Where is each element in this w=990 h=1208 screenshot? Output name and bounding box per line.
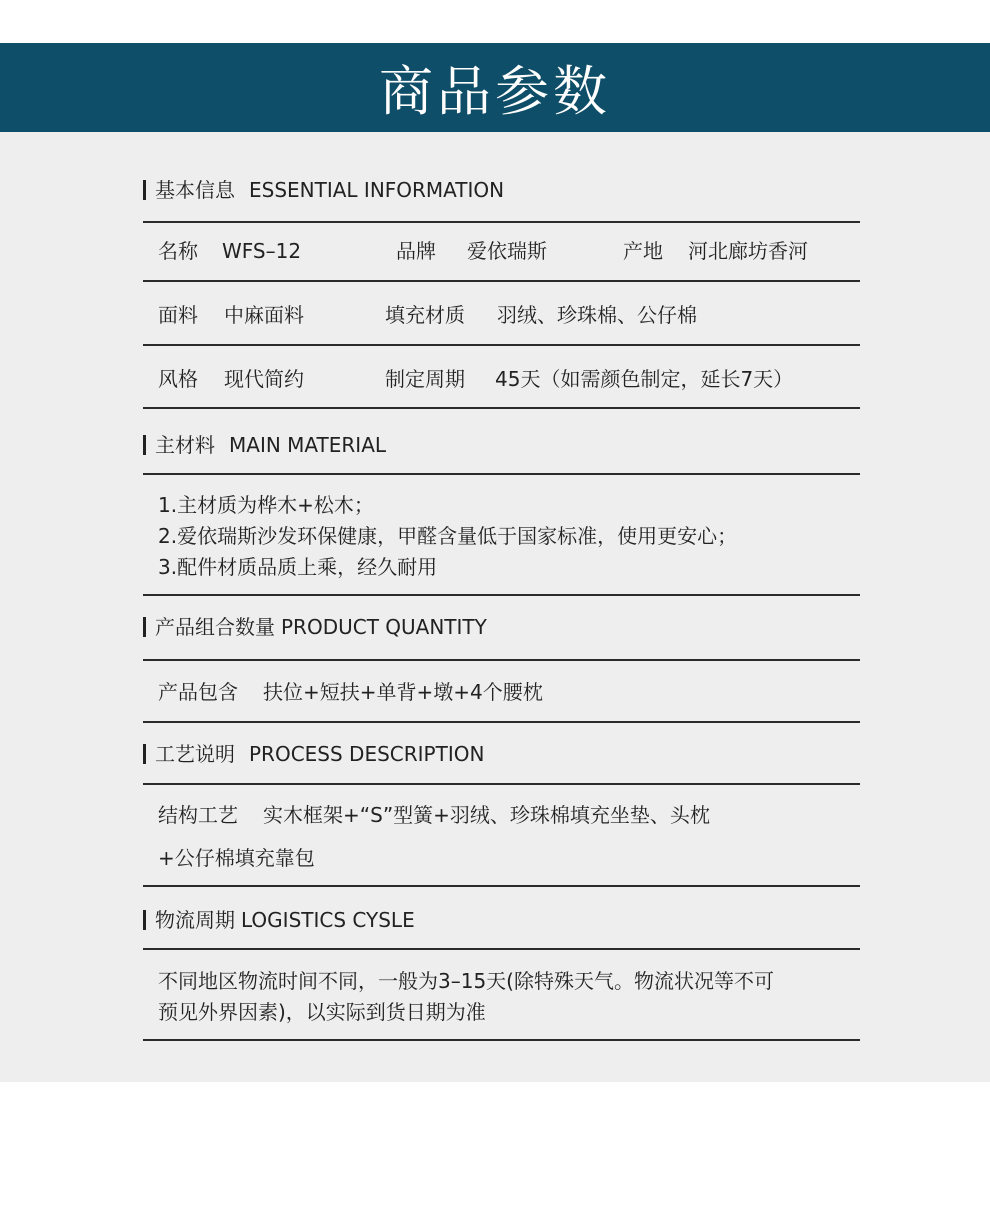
spec-value-period: 45天（如需颜色制定，延长7天）: [495, 367, 794, 391]
divider: [143, 344, 860, 346]
section-heading-basic: [143, 178, 860, 202]
divider: [143, 221, 860, 223]
quantity-value: 扶位+短扶+单背+墩+4个腰枕: [263, 680, 543, 704]
heading-bar: [143, 617, 146, 637]
divider: [143, 885, 860, 887]
heading-bar: [143, 180, 146, 200]
spec-value-origin: 河北廊坊香河: [688, 239, 808, 263]
spec-label-name: 名称: [158, 239, 198, 263]
material-list: [158, 490, 737, 583]
divider: [143, 659, 860, 661]
title-banner: [0, 43, 990, 132]
quantity-label: 产品包含: [158, 680, 238, 704]
divider: [143, 783, 860, 785]
divider: [143, 1039, 860, 1041]
divider: [143, 948, 860, 950]
process-value: 实木框架+“S”型簧+羽绒、珍珠棉填充坐垫、头枕: [263, 803, 710, 827]
heading-en: MAIN MATERIAL: [229, 433, 387, 457]
material-line-1: 1.主材质为桦木+松木；: [158, 493, 374, 517]
heading-en: LOGISTICS CYSLE: [241, 908, 415, 932]
heading-cn: 基本信息: [155, 178, 235, 202]
spec-label-style: 风格: [158, 367, 198, 391]
heading-en: PRODUCT QUANTITY: [281, 615, 487, 639]
spec-label-fabric: 面料: [158, 303, 198, 327]
divider: [143, 280, 860, 282]
material-line-2: 2.爱依瑞斯沙发环保健康，甲醛含量低于国家标准，使用更安心；: [158, 524, 738, 548]
heading-cn: 主材料: [155, 433, 215, 457]
spec-value-brand: 爱依瑞斯: [467, 239, 547, 263]
section-heading-logistics: [143, 908, 860, 932]
spec-value-fabric: 中麻面料: [224, 303, 304, 327]
heading-en: PROCESS DESCRIPTION: [249, 742, 485, 766]
heading-bar: [143, 744, 146, 764]
heading-bar: [143, 910, 146, 930]
heading-cn: 工艺说明: [155, 742, 235, 766]
spec-label-filling: 填充材质: [385, 303, 465, 327]
spec-value-filling: 羽绒、珍珠棉、公仔棉: [497, 303, 697, 327]
spec-value-name: WFS–12: [222, 239, 302, 263]
spec-label-origin: 产地: [623, 239, 663, 263]
process-label: 结构工艺: [158, 803, 238, 827]
heading-cn: 物流周期: [155, 908, 235, 932]
spec-label-brand: 品牌: [396, 239, 436, 263]
process-value-line2: +公仔棉填充靠包: [158, 846, 315, 870]
spec-label-period: 制定周期: [385, 367, 465, 391]
divider: [143, 594, 860, 596]
logistics-line-1: 不同地区物流时间不同，一般为3–15天(除特殊天气。物流状况等不可: [158, 969, 774, 993]
spec-value-style: 现代简约: [224, 367, 304, 391]
heading-cn: 产品组合数量: [155, 615, 275, 639]
section-heading-process: [143, 742, 860, 766]
heading-en: ESSENTIAL INFORMATION: [249, 178, 505, 202]
divider: [143, 407, 860, 409]
heading-bar: [143, 435, 146, 455]
section-heading-quantity: [143, 615, 860, 639]
divider: [143, 473, 860, 475]
banner-title: 商品参数: [379, 60, 611, 123]
logistics-text: [158, 966, 774, 1028]
logistics-line-2: 预见外界因素)，以实际到货日期为准: [158, 1000, 486, 1024]
section-heading-material: [143, 433, 860, 457]
divider: [143, 721, 860, 723]
material-line-3: 3.配件材质品质上乘，经久耐用: [158, 555, 438, 579]
parameter-panel: [0, 132, 990, 1082]
